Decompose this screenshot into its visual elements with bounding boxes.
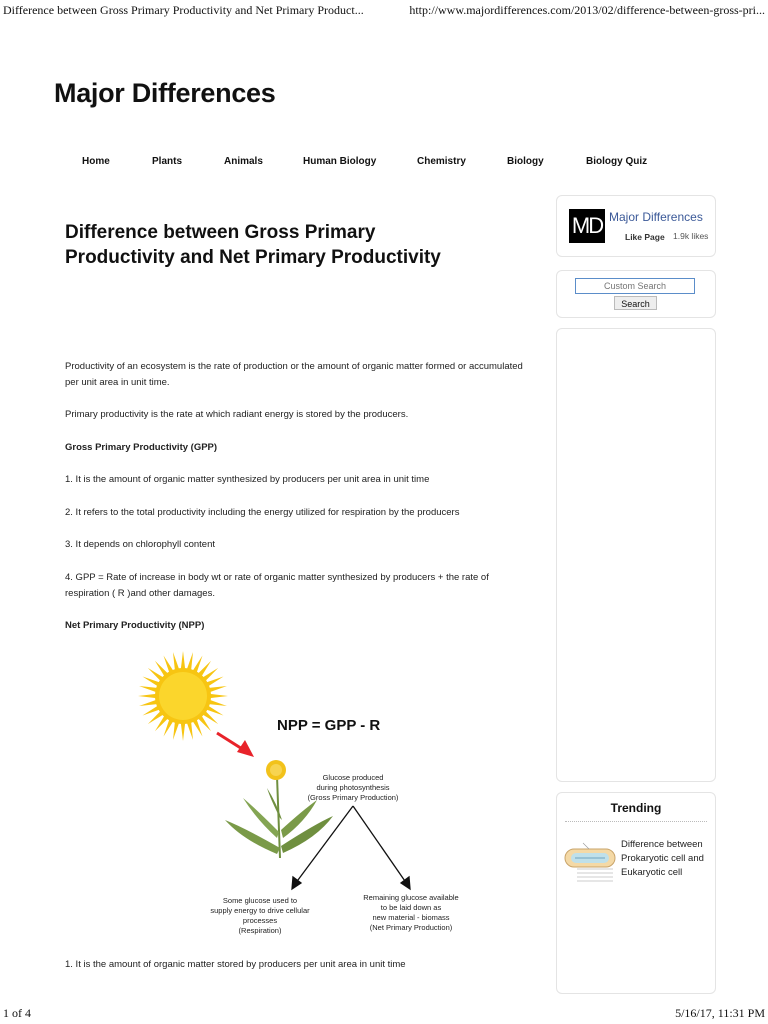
nav-home[interactable]: Home [82, 156, 110, 167]
trending-item-link[interactable]: Difference between Prokaryotic cell and Eukaryotic cell [621, 839, 704, 878]
sun-icon [138, 651, 228, 741]
trending-widget [556, 792, 716, 994]
respiration-label-line: processes [242, 916, 278, 925]
custom-search-widget [556, 270, 716, 318]
print-page-title: Difference between Gross Primary Productivity and Net Primary Product... [3, 3, 364, 17]
npp-diagram [125, 648, 525, 948]
article-title [65, 220, 505, 270]
glucose-label-line: during photosynthesis [316, 783, 390, 792]
respiration-label-line: Some glucose used to [222, 896, 298, 905]
site-logo-icon[interactable]: MD [569, 209, 605, 243]
respiration-label-line: (Respiration) [238, 926, 282, 935]
search-button[interactable]: Search [614, 296, 657, 310]
trending-title: Trending [610, 801, 662, 815]
nav-plants[interactable]: Plants [152, 156, 183, 167]
prokaryotic-cell-thumbnail[interactable] [563, 839, 617, 885]
facebook-page-name[interactable]: Major Differences [609, 210, 703, 224]
glucose-label-line: Glucose produced [322, 773, 384, 782]
facebook-page-widget[interactable] [556, 195, 716, 257]
sun-ray [138, 694, 157, 699]
sun-ray [181, 722, 186, 741]
biomass-label-line: Remaining glucose available [363, 893, 459, 902]
ad-slot [556, 328, 716, 782]
nav-human-biology[interactable]: Human Biology [303, 156, 377, 167]
divider [565, 821, 707, 822]
dandelion-plant-icon [225, 760, 333, 858]
gpp-point-2: 2. It refers to the total productivity including the energy utilized for respiration by the producers [65, 507, 460, 518]
page-number: 1 of 4 [3, 1006, 31, 1020]
glucose-label [308, 773, 399, 802]
article-title-line-1: Difference between Gross Primary [65, 222, 376, 243]
primary-productivity-paragraph: Primary productivity is the rate at which radiant energy is stored by the producers. [65, 409, 409, 420]
biomass-label-line: to be laid down as [380, 903, 442, 912]
like-page-button[interactable]: Like Page [625, 232, 665, 242]
sun-ray [209, 694, 228, 699]
gpp-heading: Gross Primary Productivity (GPP) [65, 442, 218, 453]
nav-animals[interactable]: Animals [224, 156, 263, 167]
respiration-label-line: supply energy to drive cellular [210, 906, 310, 915]
respiration-label [210, 896, 310, 935]
biomass-label-line: new material - biomass [372, 913, 450, 922]
site-title[interactable]: Major Differences [54, 78, 276, 108]
gpp-point-3: 3. It depends on chlorophyll content [65, 539, 215, 550]
glucose-label-line: (Gross Primary Production) [307, 793, 399, 802]
print-datetime: 5/16/17, 11:31 PM [675, 1006, 765, 1020]
gpp-point-4: 4. GPP = Rate of increase in body wt or rate of organic matter synthesized by producers + the rate of respiration ( R )and other damages. [65, 572, 489, 599]
npp-equation: NPP = GPP - R [277, 717, 381, 734]
nav-biology[interactable]: Biology [507, 156, 544, 167]
red-arrow-icon [217, 733, 254, 757]
nav-chemistry[interactable]: Chemistry [417, 156, 466, 167]
biomass-label-line: (Net Primary Production) [369, 923, 453, 932]
branch-arrows-icon [292, 806, 410, 889]
facebook-like-count: 1.9k likes [673, 231, 709, 241]
sun-ray [181, 651, 186, 670]
print-page-url: http://www.majordifferences.com/2013/02/difference-between-gross-pri... [409, 3, 765, 17]
search-input[interactable] [575, 278, 695, 294]
gpp-point-1: 1. It is the amount of organic matter synthesized by producers per unit area in unit time [65, 474, 430, 485]
main-nav [0, 156, 768, 172]
npp-point-1: 1. It is the amount of organic matter stored by producers per unit area in unit time [65, 959, 406, 970]
biomass-label [363, 893, 458, 932]
article-title-line-2: Productivity and Net Primary Productivity [65, 247, 441, 268]
npp-heading: Net Primary Productivity (NPP) [65, 620, 205, 631]
intro-paragraph: Productivity of an ecosystem is the rate of production or the amount of organic matter formed or accumulated per unit area in unit time. [65, 361, 523, 388]
nav-biology-quiz[interactable]: Biology Quiz [586, 156, 648, 167]
